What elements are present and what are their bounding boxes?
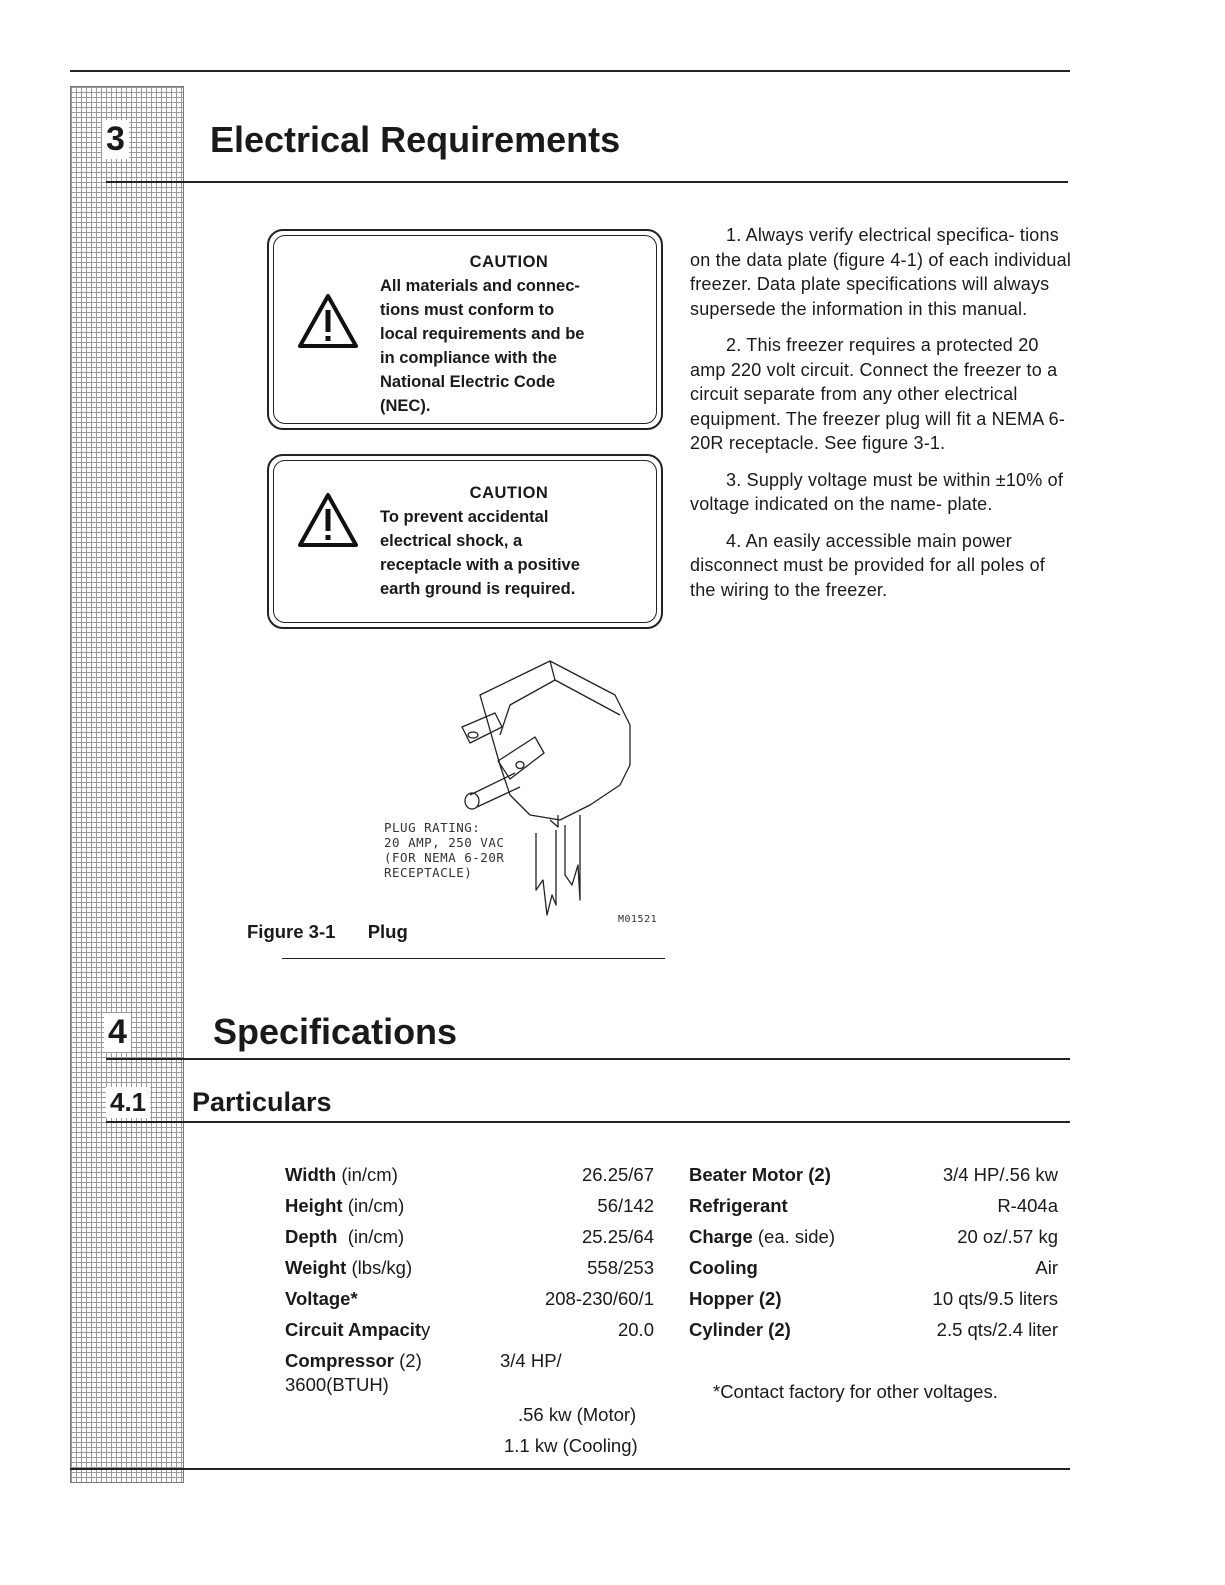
spec-left-row (285, 1162, 654, 1188)
plug-rating-text: PLUG RATING: 20 AMP, 250 VAC (FOR NEMA 6-20R RECEPTACLE) (384, 820, 505, 880)
instruction-paragraph: 1. Always verify electrical specifica- tions on the data plate (figure 4-1) of each individual freezer. Data plate specifications will always supersede the information in this manual. (690, 225, 1072, 319)
caution-2-line: To prevent accidental (380, 508, 549, 526)
compressor-value-1: 3/4 HP/ (500, 1350, 562, 1371)
spec-right-label: Refrigerant (689, 1195, 788, 1216)
caution-2-heading: CAUTION (469, 484, 549, 502)
caution-box-materials (267, 229, 663, 430)
instruction-paragraph: 4. An easily accessible main power disconnect must be provided for all poles of the wiring to the freezer. (690, 530, 1045, 600)
section-4-rule (106, 1058, 1070, 1060)
caution-1-line: All materials and connec- (380, 277, 580, 295)
caution-2-line: earth ground is required. (380, 580, 576, 598)
spec-right-value: R-404a (997, 1195, 1058, 1216)
plug-drawing (440, 655, 660, 925)
caution-1-line: in compliance with the (380, 349, 557, 367)
section-3-number: 3 (102, 120, 129, 159)
spec-right-unit: (ea. side) (752, 1226, 836, 1247)
figure-caption-title: Plug (367, 921, 408, 942)
spec-left-unit: y (421, 1319, 431, 1340)
spec-left-label: Width (285, 1164, 337, 1185)
spec-left-value: 26.25/67 (581, 1164, 654, 1185)
caution-box-shock (267, 454, 663, 629)
top-rule (70, 70, 1070, 72)
electrical-instructions (690, 223, 1075, 614)
spec-left-label: Height (285, 1195, 343, 1216)
spec-left-value: 558/253 (587, 1257, 654, 1278)
instruction-paragraph: 3. Supply voltage must be within ±10% of voltage indicated on the name- plate. (690, 469, 1064, 514)
section-3-title: Electrical Requirements (210, 119, 621, 160)
voltage-footnote: *Contact factory for other voltages. (713, 1381, 998, 1402)
spec-row-compressor: Compressor (2) 3/4 HP/ (285, 1348, 665, 1374)
spec-left-row (285, 1286, 654, 1312)
caution-1-line: (NEC). (380, 397, 431, 415)
figure-caption (247, 921, 408, 943)
spec-left-unit: (in/cm) (337, 1226, 405, 1247)
caution-2-line: electrical shock, a (380, 532, 523, 550)
figure-rule (282, 958, 665, 959)
spec-right-label: Beater Motor (2) (689, 1164, 831, 1185)
spec-left-label: Weight (285, 1257, 347, 1278)
spec-left-value: 208-230/60/1 (544, 1288, 654, 1309)
section-4-number: 4 (104, 1013, 131, 1052)
spec-right-value: 3/4 HP/.56 kw (942, 1164, 1058, 1185)
spec-right-row (689, 1317, 1058, 1343)
compressor-cooling-kw: 1.1 kw (Cooling) (504, 1435, 638, 1456)
warning-triangle-icon (296, 292, 360, 350)
spec-right-label: Charge (689, 1226, 753, 1247)
spec-left-value: 25.25/64 (581, 1226, 654, 1247)
spec-right-value: 20 oz/.57 kg (957, 1226, 1058, 1247)
caution-2-line: receptacle with a positive (380, 556, 580, 574)
compressor-btuh: 3600(BTUH) (285, 1374, 389, 1395)
figure-caption-label: Figure 3-1 (247, 921, 336, 942)
spec-right-label: Cylinder (2) (689, 1319, 791, 1340)
subsection-title: Particulars (192, 1087, 332, 1117)
spec-right-row (689, 1193, 1058, 1219)
bottom-rule (70, 1468, 1070, 1470)
spec-right-row (689, 1255, 1058, 1281)
spec-left-unit: (in/cm) (342, 1195, 405, 1216)
spec-right-label: Cooling (689, 1257, 758, 1278)
spec-right-value: Air (1035, 1257, 1058, 1278)
spec-left-row (285, 1317, 654, 1343)
spec-left-row (285, 1255, 654, 1281)
spec-left-unit: (lbs/kg) (346, 1257, 413, 1278)
section-4-title: Specifications (213, 1011, 458, 1052)
caution-1-line: National Electric Code (380, 373, 556, 391)
compressor-motor-kw: .56 kw (Motor) (518, 1404, 637, 1425)
caution-1-line: tions must conform to (380, 301, 555, 319)
spec-left-row (285, 1193, 654, 1219)
spec-right-value: 2.5 qts/2.4 liter (936, 1319, 1058, 1340)
spec-left-value: 56/142 (597, 1195, 654, 1216)
spec-left-value: 20.0 (617, 1319, 654, 1340)
spec-right-row (689, 1286, 1058, 1312)
subsection-number: 4.1 (106, 1087, 150, 1118)
spec-left-row (285, 1224, 654, 1250)
spec-left-label: Circuit Ampacit (285, 1319, 422, 1340)
subsection-rule (106, 1121, 1070, 1123)
caution-1-line: local requirements and be (380, 325, 585, 343)
spec-right-label: Hopper (2) (689, 1288, 782, 1309)
caution-1-heading: CAUTION (469, 253, 549, 271)
spec-left-label: Depth (285, 1226, 338, 1247)
warning-triangle-icon (296, 491, 360, 549)
spec-left-unit: (in/cm) (336, 1164, 398, 1185)
instruction-paragraph: 2. This freezer requires a protected 20 amp 220 volt circuit. Connect the freezer to a circuit separate from any other electrical equipment. The freezer plug will fit a NEMA 6-20R receptacle. See figure 3-1. (690, 335, 1066, 453)
spec-left-label: Voltage* (285, 1288, 358, 1309)
spec-right-row (689, 1224, 1058, 1250)
margin-grid-strip (70, 86, 184, 1483)
spec-right-row (689, 1162, 1058, 1188)
section-3-rule (106, 181, 1068, 183)
spec-right-value: 10 qts/9.5 liters (932, 1288, 1058, 1309)
figure-ref-code: M01521 (618, 914, 658, 925)
